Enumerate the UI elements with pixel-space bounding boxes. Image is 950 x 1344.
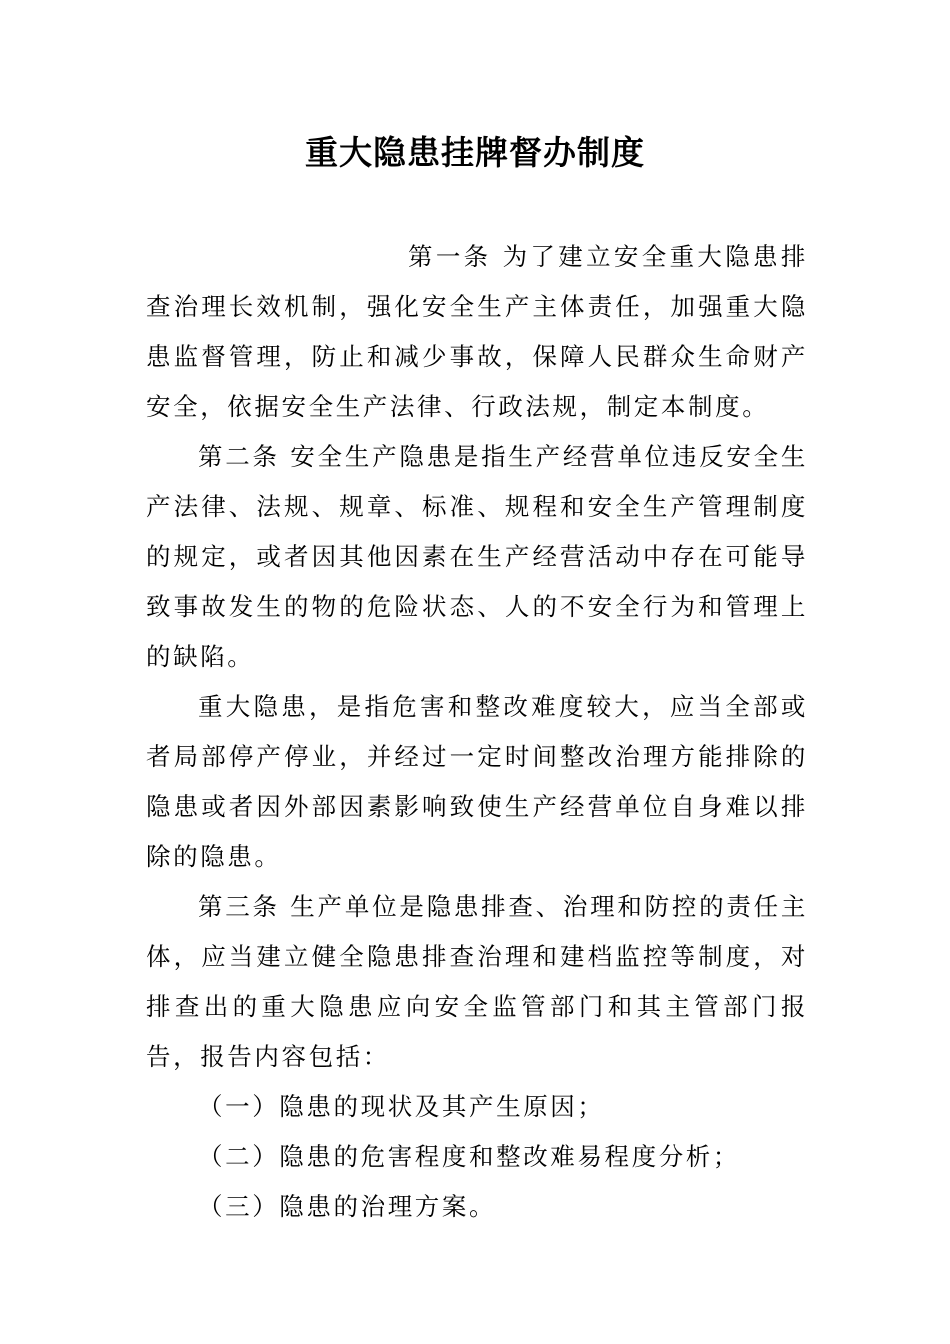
report-item-3: （三）隐患的治理方案。 — [198, 1192, 497, 1221]
article-3-paragraph: 第三条 生产单位是隐患排查、治理和防控的责任主体，应当建立健全隐患排查治理和建档监控等制度，对排查出的重大隐患应向安全监管部门和其主管部门报告，报告内容包括： — [146, 892, 808, 1071]
report-item-1: （一）隐患的现状及其产生原因； — [198, 1092, 605, 1121]
article-2-paragraph: 第二条 安全生产隐患是指生产经营单位违反安全生产法律、法规、规章、标准、规程和安全生产管理制度的规定，或者因其他因素在生产经营活动中存在可能导致事故发生的物的危险状态、人的不安全行为和管理上的缺陷。 — [146, 442, 808, 671]
document-body — [146, 232, 808, 1232]
article-1-paragraph: 第一条 为了建立安全重大隐患排查治理长效机制，强化安全生产主体责任，加强重大隐患监督管理，防止和减少事故，保障人民群众生命财产安全，依据安全生产法律、行政法规，制定本制度。 — [146, 242, 808, 421]
report-item-2: （二）隐患的危害程度和整改难易程度分析； — [198, 1142, 740, 1171]
document-title: 重大隐患挂牌督办制度 — [305, 133, 645, 172]
major-hazard-definition-paragraph: 重大隐患，是指危害和整改难度较大，应当全部或者局部停产停业，并经过一定时间整改治理方能排除的隐患或者因外部因素影响致使生产经营单位自身难以排除的隐患。 — [146, 692, 808, 871]
